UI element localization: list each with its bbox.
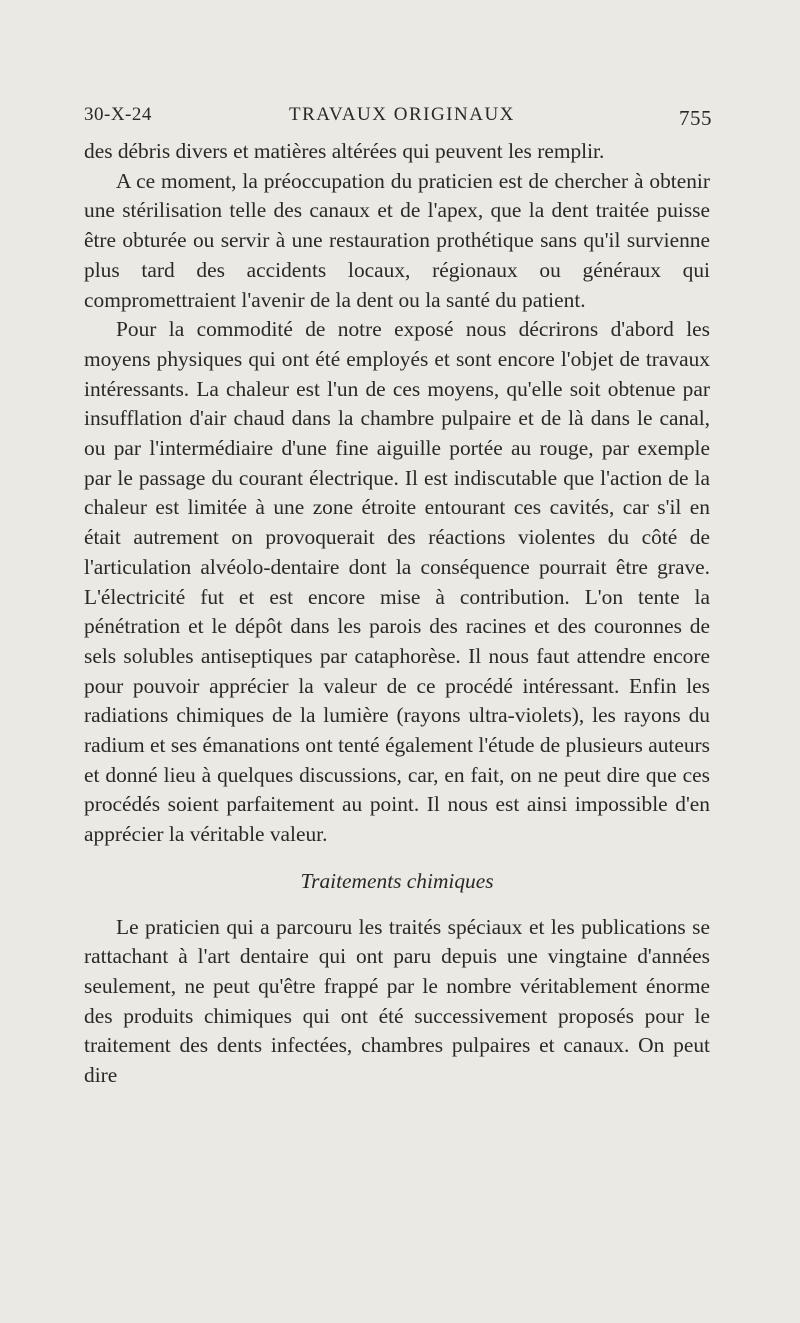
paragraph-moyens-physiques: Pour la commodité de notre exposé nous décrirons d'abord les moyens physiques qui ont été employés et sont encore l'objet de travaux intéressants. La chaleur est l'un de ces moyens, qu'elle soit obtenue par insufflation d'air chaud dans la chambre pulpaire et de là dans le canal, ou par l'intermédiaire d'une fine aiguille portée au rouge, par exemple par le passage du courant électrique. Il est indiscutable que l'action de la chaleur est limitée à une zone étroite entourant ces cavités, car s'il en était autrement on provoquerait des réactions violentes du côté de l'articulation alvéolo-dentaire dont la conséquence pourrait être grave. L'électricité fut et est encore mise à contribution. L'on tente la pénétration et le dépôt dans les parois des racines et des couronnes de sels solubles antiseptiques par cataphorèse. Il nous faut attendre encore pour pouvoir apprécier la valeur de ce procédé intéressant. Enfin les radiations chimiques de la lumière (rayons ultra-violets), les rayons du radium et ses émanations ont tenté également l'étude de plusieurs auteurs et donné lieu à quelques discussions, car, en fait, on ne peut dire que ces procédés soient parfaitement au point. Il nous est ainsi impossible d'en apprécier la véritable valeur. <box>84 317 710 847</box>
issue-date: 30-X-24 <box>84 104 152 125</box>
running-title: TRAVAUX ORIGINAUX <box>289 104 515 125</box>
page-number: 755 <box>679 106 712 130</box>
paragraph-sterilisation: A ce moment, la préoccupation du praticien est de chercher à obtenir une stérilisation telle des canaux et de l'apex, que la dent traitée puisse être obturée ou servir à une restauration prothétique sans qu'il survienne plus tard des accidents locaux, régionaux ou généraux qui compromettraient l'avenir de la dent ou la santé du patient. <box>84 168 710 312</box>
section-heading: Traitements chimiques <box>300 868 494 893</box>
paragraph-continued: des débris divers et matières altérées qui peuvent les remplir. <box>84 139 605 163</box>
paragraph-traitements-chimiques: Le praticien qui a parcouru les traités spéciaux et les publications se rattachant à l'art dentaire qui ont paru depuis une vingtaine d'années seulement, ne peut qu'être frappé par le nombre véritablement énorme des produits chimiques qui ont été successivement proposés pour le traitement des dents infectées, chambres pulpaires et canaux. On peut dire <box>84 914 710 1088</box>
running-head <box>84 100 712 132</box>
body-text <box>84 137 710 1091</box>
